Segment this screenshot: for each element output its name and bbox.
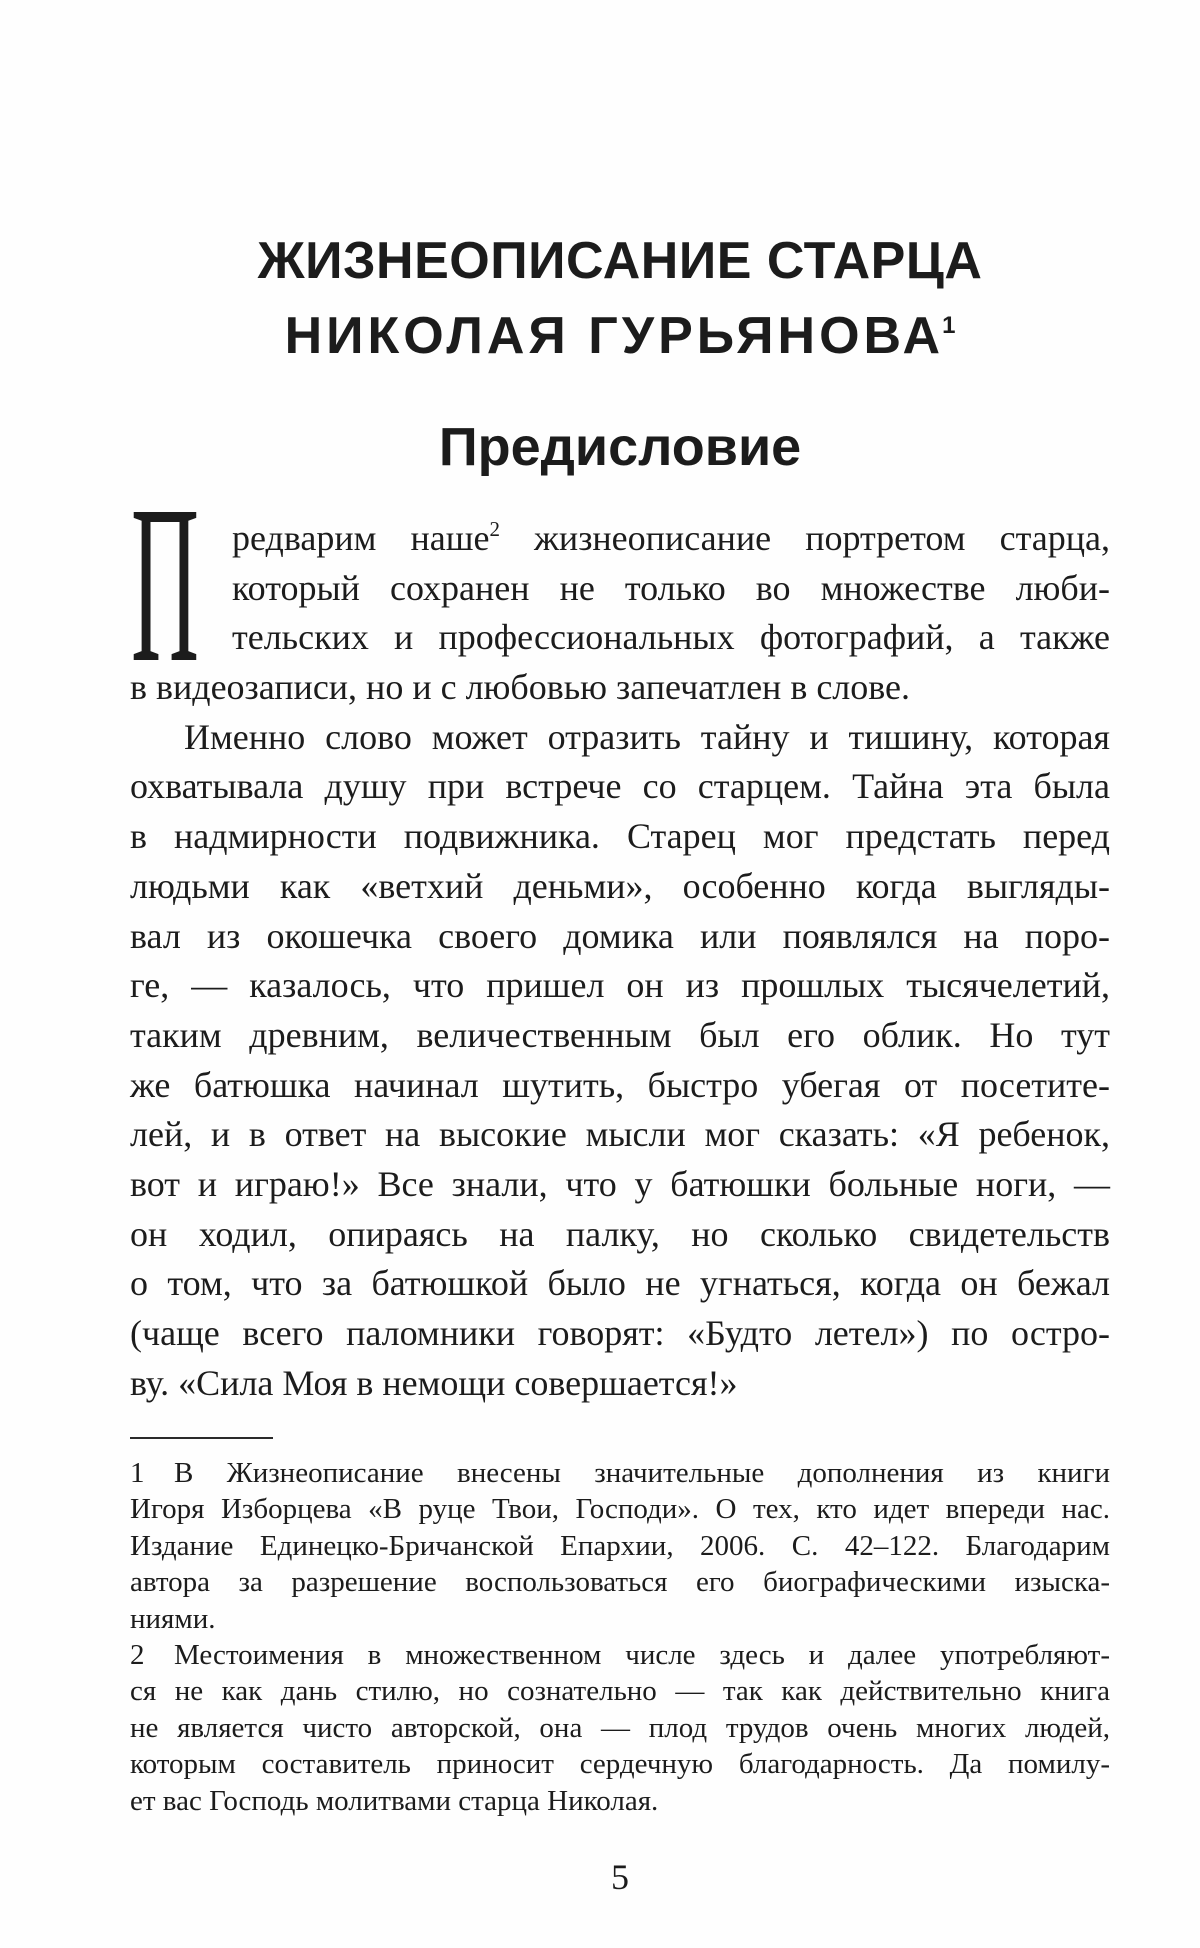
section-heading: Предисловие <box>438 417 802 477</box>
footnote-line: которым составитель приносит сердечную благодарность. Да помилу- <box>130 1748 1110 1781</box>
footnote-line: ниями. <box>130 1602 216 1635</box>
footnote-line: ся не как дань стилю, но сознательно — так как действительно книга <box>130 1675 1110 1708</box>
footnote-line-text: В Жизнеописание внесены значительные дополнения из книги <box>174 1457 1110 1489</box>
footnote-line: ет вас Господь молитвами старца Николая. <box>130 1784 659 1817</box>
footnote-1 <box>130 1455 1110 1637</box>
footnote-line-text: Местоимения в множественном числе здесь и далее употребляют- <box>174 1638 1110 1671</box>
body-line: тельских и профессиональных фотографий, а также <box>232 617 1110 658</box>
body-line: лей, и в ответ на высокие мысли мог сказать: «Я ребенок, <box>130 1114 1110 1155</box>
body-line-text: редварим наше <box>232 518 490 558</box>
body-line: он ходил, опираясь на палку, но сколько свидетельств <box>130 1213 1110 1254</box>
body-line: вал из окошечка своего домика или появлялся на поро- <box>130 915 1110 956</box>
page-number: 5 <box>611 1857 629 1897</box>
footnote-number: 1 <box>130 1457 145 1489</box>
body-line-text: жизнеописание портретом старца, <box>499 518 1110 558</box>
body-line: в надмирности подвижника. Старец мог предстать перед <box>130 816 1110 857</box>
footnote-line <box>130 1455 1110 1491</box>
body-line: людьми как «ветхий деньми», особенно когда выгляды- <box>130 865 1110 906</box>
chapter-title-line-2 <box>130 306 1110 366</box>
body-line: который сохранен не только во множестве люби- <box>232 567 1110 608</box>
body-line: Именно слово может отразить тайну и тишину, которая <box>184 716 1110 757</box>
body-line: ге, — казалось, что пришел он из прошлых тысячелетий, <box>130 965 1110 1006</box>
paragraph-1 <box>130 514 1110 713</box>
footnote-divider <box>130 1437 273 1439</box>
body-line: таким древним, величественным был его облик. Но тут <box>130 1014 1110 1055</box>
footnote-line: Игоря Изборцева «В руце Твои, Господи». О тех, кто идет впереди нас. <box>130 1493 1110 1526</box>
footnote-line: не является чисто авторской, она — плод трудов очень многих людей, <box>130 1711 1110 1744</box>
footnote-reference-2: 2 <box>489 517 500 541</box>
footnote-line <box>130 1637 1110 1673</box>
footnote-2 <box>130 1637 1110 1819</box>
body-line: в видеозаписи, но и с любовью запечатлен в слове. <box>130 667 911 708</box>
body-line <box>232 514 1110 564</box>
body-text <box>130 459 1110 1408</box>
body-line: ву. «Сила Моя в немощи совершается!» <box>130 1362 738 1403</box>
body-line: же батюшка начинал шутить, быстро убегая от посетите- <box>130 1064 1110 1105</box>
footnote-reference-1: 1 <box>942 312 956 339</box>
paragraph-2 <box>130 713 1110 1409</box>
footnotes <box>130 1455 1110 1819</box>
chapter-title-line-2-text: НИКОЛАЯ ГУРЬЯНОВА <box>284 307 945 365</box>
body-line: вот и играю!» Все знали, что у батюшки больные ноги, — <box>130 1163 1110 1204</box>
footnote-number: 2 <box>130 1638 145 1671</box>
chapter-title-line-1: ЖИЗНЕОПИСАНИЕ СТАРЦА <box>257 232 983 290</box>
body-line: о том, что за батюшкой было не угнаться, когда он бежал <box>130 1263 1110 1304</box>
footnote-line: автора за разрешение воспользоваться его биографическими изыска- <box>130 1566 1110 1599</box>
footnote-line: Издание Единецко-Бричанской Епархии, 2006. С. 42–122. Благодарим <box>130 1529 1110 1562</box>
drop-cap-letter: П <box>131 459 199 709</box>
body-line: охватывала душу при встрече со старцем. Тайна эта была <box>130 766 1110 807</box>
body-line: (чаще всего паломники говорят: «Будто летел») по остро- <box>130 1313 1110 1353</box>
drop-cap <box>130 459 202 709</box>
